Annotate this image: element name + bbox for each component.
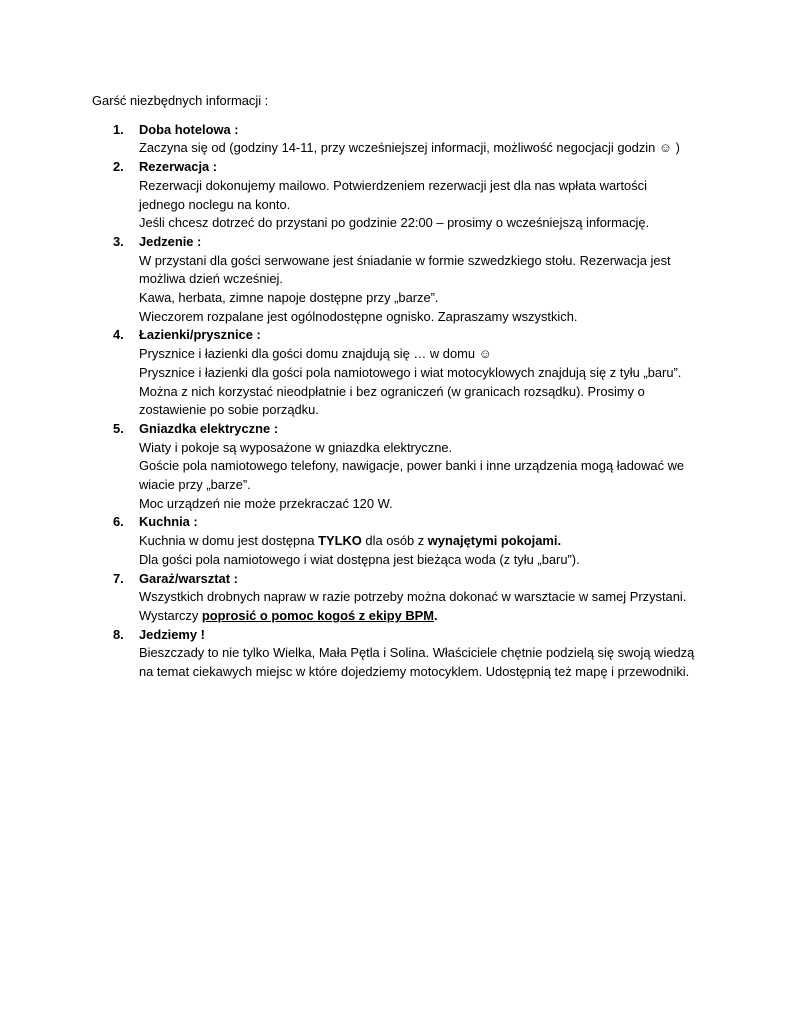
- section-text: Jeśli chcesz dotrzeć do przystani po godzinie 22:00 – prosimy o wcześniejszą informację.: [139, 215, 650, 231]
- text-run: dla osób z: [361, 533, 428, 549]
- section-text: zostawienie po sobie porządku.: [139, 402, 319, 418]
- section-heading: Jedziemy !: [139, 626, 205, 642]
- section-text: Wiaty i pokoje są wyposażone w gniazdka elektryczne.: [139, 439, 453, 455]
- info-list: [92, 121, 732, 682]
- section-heading: Łazienki/prysznice :: [139, 327, 261, 343]
- section-text: Dla gości pola namiotowego i wiat dostępna jest bieżąca woda (z tyłu „baru”).: [139, 551, 580, 567]
- section-text: Wszystkich drobnych napraw w razie potrzeby można dokonać w warsztacie w samej Przystani.: [139, 589, 687, 605]
- section-text: Moc urządzeń nie może przekraczać 120 W.: [139, 495, 393, 511]
- section-doba-hotelowa: [92, 121, 732, 158]
- section-text: wiacie przy „barze”.: [139, 477, 251, 493]
- section-number: 1.: [113, 121, 124, 137]
- section-text: Prysznice i łazienki dla gości domu znajdują się … w domu ☺: [139, 346, 492, 362]
- section-lazienki: [92, 326, 732, 420]
- section-text: [139, 532, 732, 551]
- section-text: [139, 607, 732, 626]
- section-jedzenie: [92, 233, 732, 327]
- section-text: W przystani dla gości serwowane jest śniadanie w formie szwedzkiego stołu. Rezerwacja jest: [139, 252, 671, 268]
- text-run: Kuchnia w domu jest dostępna: [139, 533, 319, 549]
- emphasis-underlined-text: poprosić o pomoc kogoś z ekipy BPM: [201, 607, 434, 623]
- section-text: Kawa, herbata, zimne napoje dostępne przy „barze”.: [139, 290, 439, 306]
- text-run: .: [433, 607, 438, 623]
- section-garaz: [92, 570, 732, 626]
- section-text: Goście pola namiotowego telefony, nawigacje, power banki i inne urządzenia mogą ładować we: [139, 458, 685, 474]
- section-heading: Garaż/warsztat :: [139, 570, 238, 586]
- section-number: 4.: [113, 327, 124, 343]
- section-kuchnia: [92, 513, 732, 569]
- section-text: na temat ciekawych miejsc w które dojedziemy motocyklem. Udostępnią też mapę i przewodniki.: [139, 664, 690, 680]
- section-heading: Gniazdka elektryczne :: [139, 420, 278, 436]
- section-text: Prysznice i łazienki dla gości pola namiotowego i wiat motocyklowych znajdują się z tyłu „baru”.: [139, 364, 682, 380]
- section-heading: Jedzenie :: [139, 233, 202, 249]
- section-text: Można z nich korzystać nieodpłatnie i bez ograniczeń (w granicach rozsądku). Prosimy o: [139, 383, 645, 399]
- section-text: możliwa dzień wcześniej.: [139, 271, 283, 287]
- section-text: Zaczyna się od (godziny 14-11, przy wcześniejszej informacji, możliwość negocjacji godzin ☺ ): [139, 140, 680, 156]
- section-number: 7.: [113, 570, 124, 586]
- section-text: Wieczorem rozpalane jest ogólnodostępne ognisko. Zapraszamy wszystkich.: [139, 308, 578, 324]
- section-text: Bieszczady to nie tylko Wielka, Mała Pętla i Solina. Właściciele chętnie podzielą się swoją wiedzą: [139, 645, 695, 661]
- section-number: 6.: [113, 514, 124, 530]
- section-rezerwacja: [92, 158, 732, 233]
- section-text: jednego noclegu na konto.: [139, 196, 291, 212]
- section-heading: Doba hotelowa :: [139, 121, 239, 137]
- intro-text: Garść niezbędnych informacji :: [92, 93, 269, 108]
- emphasis-text: wynajętymi pokojami.: [427, 533, 562, 549]
- section-text: Rezerwacji dokonujemy mailowo. Potwierdzeniem rezerwacji jest dla nas wpłata wartości: [139, 177, 647, 193]
- section-number: 5.: [113, 420, 124, 436]
- section-number: 2.: [113, 159, 124, 175]
- section-jedziemy: [92, 626, 732, 682]
- section-heading: Kuchnia :: [139, 514, 198, 530]
- section-heading: Rezerwacja :: [139, 159, 218, 175]
- document-page: [92, 92, 732, 682]
- section-number: 3.: [113, 233, 124, 249]
- emphasis-text: TYLKO: [318, 533, 362, 549]
- section-gniazdka: [92, 420, 732, 514]
- text-run: Wystarczy: [139, 607, 202, 623]
- section-number: 8.: [113, 626, 124, 642]
